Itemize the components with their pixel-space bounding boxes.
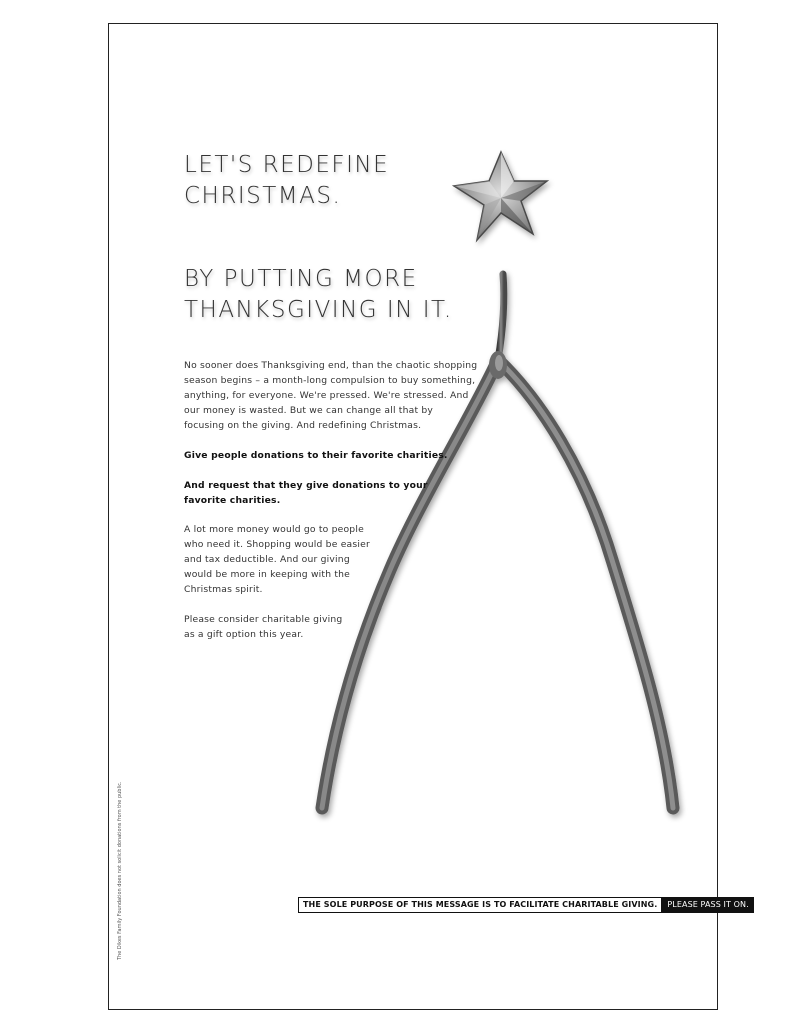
text-line: Christmas spirit.: [184, 584, 263, 595]
tagline-cta: PLEASE PASS IT ON.: [662, 897, 753, 913]
text-line: and tax deductible. And our giving: [184, 554, 350, 565]
tagline-main: THE SOLE PURPOSE OF THIS MESSAGE IS TO FACILITATE CHARITABLE GIVING.: [298, 897, 662, 913]
text-line: And request that they give donations to your: [184, 480, 428, 491]
text-line: season begins – a month-long compulsion to buy something,: [184, 375, 476, 386]
body-paragraph-3: [184, 612, 342, 642]
headline-line: CHRISTMAS.: [184, 183, 342, 209]
text-line: Give people donations to their favorite charities.: [184, 450, 448, 461]
headline-secondary: [184, 264, 453, 326]
star-icon: [454, 152, 547, 240]
wishbone-icon: [322, 274, 673, 808]
headline-line: BY PUTTING MORE: [184, 266, 418, 292]
body-paragraph-1: [184, 358, 477, 433]
headline-line: THANKSGIVING IN IT.: [184, 297, 453, 323]
headline-line: LET'S REDEFINE: [184, 152, 390, 178]
text-line: Please consider charitable giving: [184, 614, 343, 625]
text-line: focusing on the giving. And redefining Christmas.: [184, 420, 422, 431]
bold-statement-2: [184, 478, 428, 508]
text-line: A lot more money would go to people: [184, 524, 364, 535]
text-line: anything, for everyone. We're pressed. We're stressed. And: [184, 390, 469, 401]
disclaimer: The Dikes Family Foundation does not solicit donations from the public.: [117, 781, 123, 960]
text-line: our money is wasted. But we can change all that by: [184, 405, 434, 416]
text-line: who need it. Shopping would be easier: [184, 539, 370, 550]
headline-primary: [184, 150, 389, 212]
text-line: No sooner does Thanksgiving end, than the chaotic shopping: [184, 360, 478, 371]
text-line: favorite charities.: [184, 495, 281, 506]
text-line: as a gift option this year.: [184, 629, 304, 640]
bold-statement-1: [184, 448, 448, 463]
tagline: [298, 897, 754, 913]
body-paragraph-2: [184, 522, 370, 597]
text-line: would be more in keeping with the: [184, 569, 351, 580]
